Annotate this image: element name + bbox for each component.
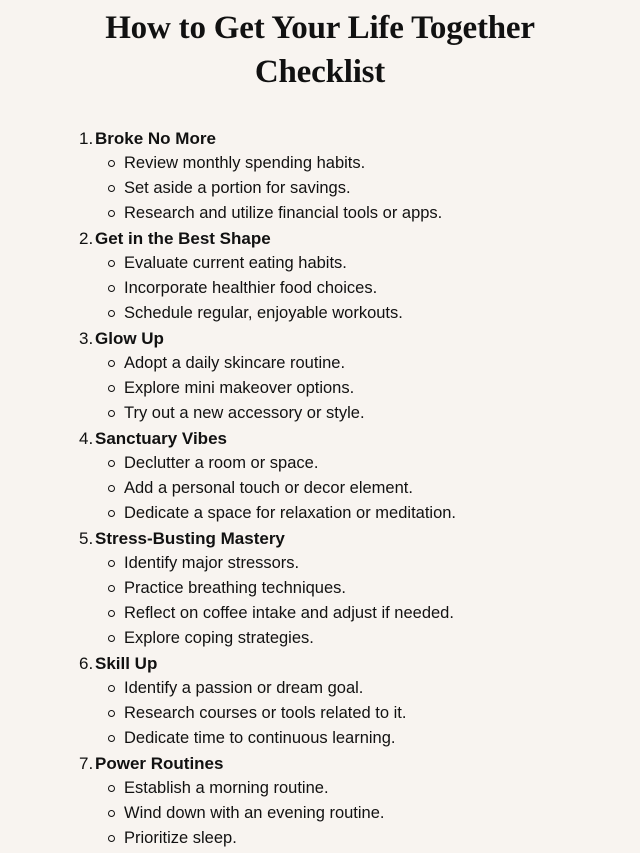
section-title: Skill Up — [95, 654, 158, 673]
checklist-item — [79, 451, 619, 476]
section-number: 1. — [79, 129, 94, 148]
circle-bullet-icon — [108, 610, 115, 617]
item-text: Dedicate a space for relaxation or meditation. — [124, 504, 457, 522]
circle-bullet-icon — [108, 285, 115, 292]
item-text: Prioritize sleep. — [124, 829, 237, 847]
section-3 — [79, 326, 619, 426]
item-text: Try out a new accessory or style. — [124, 404, 365, 422]
section-7 — [79, 751, 619, 851]
checklist-item — [79, 776, 619, 801]
circle-bullet-icon — [108, 385, 115, 392]
title-line-1: How to Get Your Life Together — [105, 10, 535, 46]
item-text: Dedicate time to continuous learning. — [124, 729, 396, 747]
item-text: Schedule regular, enjoyable workouts. — [124, 304, 403, 322]
title-line-2: Checklist — [254, 54, 386, 90]
circle-bullet-icon — [108, 635, 115, 642]
item-text: Identify major stressors. — [124, 554, 300, 572]
circle-bullet-icon — [108, 410, 115, 417]
section-header — [79, 126, 619, 151]
checklist-item — [79, 201, 619, 226]
section-items — [79, 551, 619, 651]
section-1 — [79, 126, 619, 226]
section-header — [79, 326, 619, 351]
circle-bullet-icon — [108, 310, 115, 317]
section-title: Broke No More — [95, 129, 216, 148]
section-items — [79, 351, 619, 426]
circle-bullet-icon — [108, 360, 115, 367]
item-text: Adopt a daily skincare routine. — [124, 354, 346, 372]
checklist-item — [79, 401, 619, 426]
section-title: Glow Up — [95, 329, 164, 348]
section-title: Stress-Busting Mastery — [95, 529, 285, 548]
circle-bullet-icon — [108, 835, 115, 842]
page-title — [0, 6, 640, 94]
checklist — [79, 126, 619, 851]
item-text: Set aside a portion for savings. — [124, 179, 351, 197]
item-text: Evaluate current eating habits. — [124, 254, 347, 272]
item-text: Practice breathing techniques. — [124, 579, 346, 597]
item-text: Reflect on coffee intake and adjust if needed. — [124, 604, 454, 622]
checklist-item — [79, 626, 619, 651]
circle-bullet-icon — [108, 685, 115, 692]
item-text: Declutter a room or space. — [124, 454, 319, 472]
section-header — [79, 651, 619, 676]
section-number: 3. — [79, 329, 94, 348]
section-items — [79, 451, 619, 526]
circle-bullet-icon — [108, 810, 115, 817]
section-items — [79, 676, 619, 751]
circle-bullet-icon — [108, 735, 115, 742]
section-number: 6. — [79, 654, 94, 673]
section-header — [79, 751, 619, 776]
section-number: 2. — [79, 229, 94, 248]
circle-bullet-icon — [108, 710, 115, 717]
section-items — [79, 776, 619, 851]
checklist-item — [79, 376, 619, 401]
checklist-item — [79, 301, 619, 326]
section-header — [79, 526, 619, 551]
checklist-item — [79, 551, 619, 576]
item-text: Identify a passion or dream goal. — [124, 679, 364, 697]
checklist-item — [79, 276, 619, 301]
circle-bullet-icon — [108, 210, 115, 217]
item-text: Research and utilize financial tools or apps. — [124, 204, 443, 222]
checklist-item — [79, 601, 619, 626]
section-6 — [79, 651, 619, 751]
circle-bullet-icon — [108, 510, 115, 517]
item-text: Research courses or tools related to it. — [124, 704, 407, 722]
circle-bullet-icon — [108, 485, 115, 492]
checklist-item — [79, 251, 619, 276]
checklist-item — [79, 576, 619, 601]
checklist-item — [79, 176, 619, 201]
section-items — [79, 251, 619, 326]
checklist-item — [79, 476, 619, 501]
section-2 — [79, 226, 619, 326]
item-text: Review monthly spending habits. — [124, 154, 366, 172]
section-title: Power Routines — [95, 754, 224, 773]
section-title: Sanctuary Vibes — [95, 429, 227, 448]
section-number: 7. — [79, 754, 94, 773]
circle-bullet-icon — [108, 785, 115, 792]
section-number: 4. — [79, 429, 94, 448]
circle-bullet-icon — [108, 185, 115, 192]
checklist-item — [79, 801, 619, 826]
checklist-item — [79, 151, 619, 176]
section-header — [79, 226, 619, 251]
section-title: Get in the Best Shape — [95, 229, 271, 248]
circle-bullet-icon — [108, 585, 115, 592]
checklist-item — [79, 501, 619, 526]
checklist-item — [79, 826, 619, 851]
item-text: Add a personal touch or decor element. — [124, 479, 413, 497]
section-items — [79, 151, 619, 226]
section-header — [79, 426, 619, 451]
item-text: Explore mini makeover options. — [124, 379, 355, 397]
item-text: Incorporate healthier food choices. — [124, 279, 378, 297]
section-number: 5. — [79, 529, 94, 548]
circle-bullet-icon — [108, 460, 115, 467]
item-text: Explore coping strategies. — [124, 629, 314, 647]
circle-bullet-icon — [108, 260, 115, 267]
circle-bullet-icon — [108, 560, 115, 567]
checklist-item — [79, 726, 619, 751]
item-text: Establish a morning routine. — [124, 779, 329, 797]
checklist-item — [79, 676, 619, 701]
checklist-item — [79, 701, 619, 726]
checklist-item — [79, 351, 619, 376]
section-4 — [79, 426, 619, 526]
section-5 — [79, 526, 619, 651]
circle-bullet-icon — [108, 160, 115, 167]
item-text: Wind down with an evening routine. — [124, 804, 385, 822]
